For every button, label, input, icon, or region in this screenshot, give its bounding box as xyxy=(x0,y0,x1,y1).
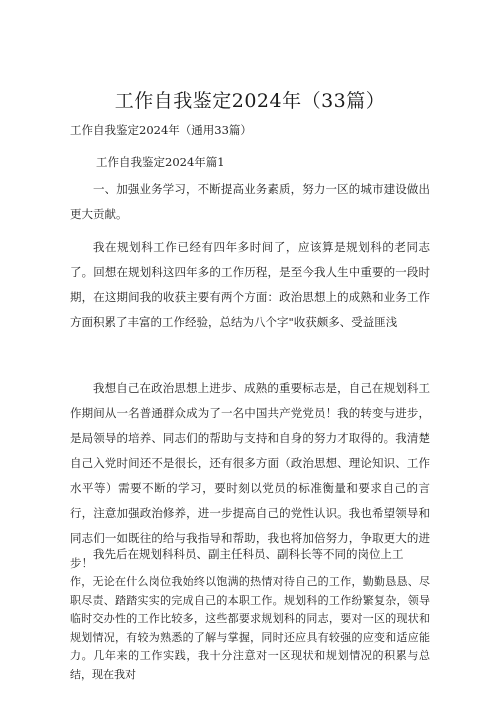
paragraph-5: 作，无论在什么岗位我始终以饱满的热情对待自己的工作，勤勤恳恳、尽职尽责、踏踏实实的完成自己的本职工作。规划科的工作纷繁复杂，领导临时交办性的工作比较多，这些都要求规划科的同志，要对一区的现状和规划情况，有较为熟悉的了解与掌握，同时还应具有较强的应变和适应能力。几年来的工作实践，我十分注意对一区现状和规划情况的积累与总结，现在我对 xyxy=(70,575,430,681)
document-title: 工作自我鉴定2024年（33篇） xyxy=(114,90,386,112)
paragraph-2: 我在规划科工作已经有四年多时间了，应该算是规划科的老同志了。回想在规划科这四年多的工作历程，是至今我人生中重要的一段时期，在这期间我的收获主要有两个方面：政治思想上的成熟和业务工作方面积累了丰富的工作经验，总结为八个字"收获颇多、受益匪浅 xyxy=(70,240,430,329)
paragraph-1: 一、加强业务学习，不断提高业务素质，努力一区的城市建设做出更大贡献。 xyxy=(70,182,430,221)
document-subtitle: 工作自我鉴定2024年（通用33篇） xyxy=(70,123,252,137)
paragraph-4: 我先后在规划科科员、副主任科员、副科长等不同的岗位上工 xyxy=(93,547,404,561)
paragraph-3: 我想自己在政治思想上进步、成熟的重要标志是，自己在规划科工作期间从一名普通群众成为了一名中国共产党党员！我的转变与进步，是局领导的培养、同志们的帮助与支持和自身的努力才取得的。我清楚自己入党时间还不是很长，还有很多方面（政治思想、理论知识、工作水平等）需要不断的学习，要时刻以党员的标准衡量和要求自己的言行，注意加强政治修养，进一步提高自己的党性认识。我也希望领导和同志们一如既往的给与我指导和帮助，我也将加倍努力，争取更大的进步！ xyxy=(70,381,430,570)
section-heading: 工作自我鉴定2024年篇1 xyxy=(96,155,225,169)
